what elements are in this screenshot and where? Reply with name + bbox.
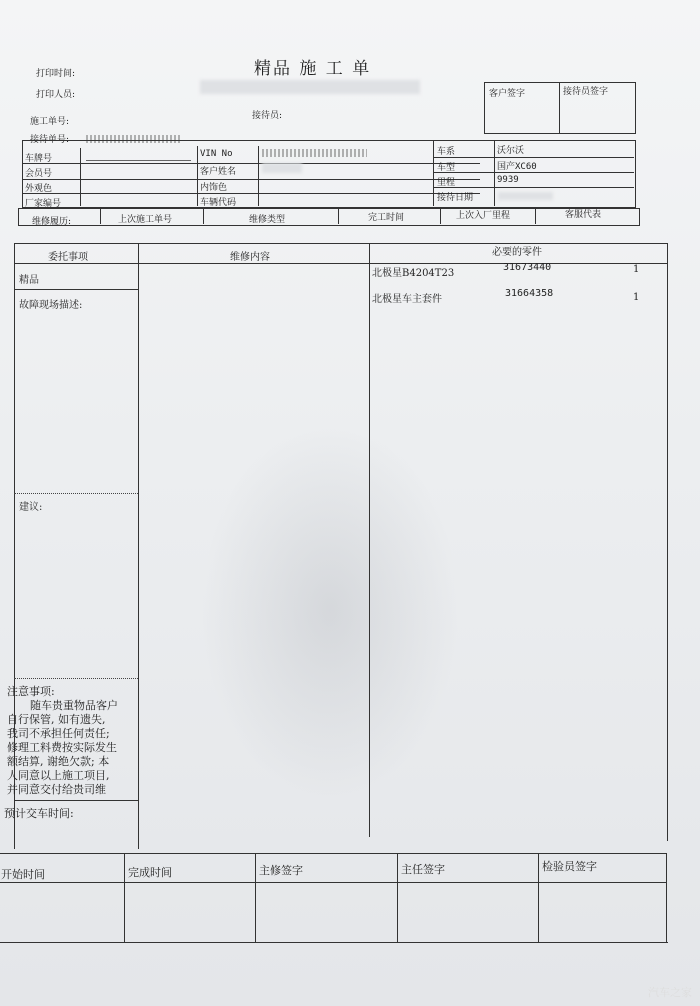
main-col-line-2 xyxy=(369,243,370,837)
advice-divider xyxy=(14,493,138,494)
receptionist-label: 接待员: xyxy=(252,111,283,121)
col-content-header: 维修内容 xyxy=(230,252,270,263)
vehicle-row-line xyxy=(22,163,480,164)
expected-delivery-label: 预计交车时间: xyxy=(4,807,74,820)
footer-start-time: 开始时间 xyxy=(1,868,45,881)
reception-date-label: 接待日期 xyxy=(437,193,474,203)
vehicle-row-line xyxy=(433,157,634,158)
notice-line: 并同意交付给贵司维 xyxy=(7,783,106,796)
footer-top xyxy=(0,853,666,854)
fault-label: 故障现场描述: xyxy=(19,300,83,311)
signature-divider xyxy=(559,82,560,133)
history-col-cs-rep: 客服代表 xyxy=(565,210,602,220)
vehicle-col-line xyxy=(258,146,259,206)
interior-label: 内饰色 xyxy=(200,183,228,193)
part-code: 31673440 xyxy=(503,262,552,273)
plate-label: 车牌号 xyxy=(25,154,53,164)
delivery-row-line xyxy=(14,800,138,801)
footer-finish-time: 完成时间 xyxy=(128,866,172,879)
col-parts-header: 必要的零件 xyxy=(492,247,542,258)
part-qty: 1 xyxy=(633,292,640,303)
notice-title: 注意事项: xyxy=(7,685,55,698)
history-col-line xyxy=(338,208,339,224)
history-label: 维修履历: xyxy=(32,217,72,227)
footer-col-line xyxy=(666,853,667,942)
work-order-no-label: 施工单号: xyxy=(30,117,70,127)
redacted-vin xyxy=(262,149,367,157)
history-row xyxy=(18,208,640,226)
document-title: 精品 施 工 单 xyxy=(254,59,372,79)
part-name: 北极星车主套件 xyxy=(372,294,442,305)
history-col-last-order: 上次施工单号 xyxy=(118,215,173,225)
footer-bottom xyxy=(0,942,668,943)
redacted-customer-name xyxy=(262,163,302,173)
notice-line: 修理工料费按实际发生 xyxy=(7,741,117,754)
model-label: 车型 xyxy=(437,163,456,173)
watermark-text: 汽车之家 xyxy=(648,986,692,999)
print-time-label: 打印时间: xyxy=(36,69,76,79)
mileage-value: 9939 xyxy=(497,175,519,185)
part-name: 北极星B4204T23 xyxy=(372,268,455,279)
commission-item: 精品 xyxy=(19,275,39,286)
history-col-line xyxy=(535,208,536,224)
vehicle-col-line xyxy=(197,146,198,206)
exterior-label: 外观色 xyxy=(25,184,53,194)
footer-col-line xyxy=(397,853,398,942)
vehicle-col-line xyxy=(80,148,81,206)
history-col-line xyxy=(203,208,204,224)
notice-line: 额结算, 谢绝欠款; 本 xyxy=(7,755,110,768)
customer-sign-label: 客户签字 xyxy=(489,89,526,99)
reception-no-label: 接待单号: xyxy=(30,135,70,145)
footer-col-line xyxy=(255,853,256,942)
vehicle-row-line xyxy=(433,172,634,173)
notice-divider xyxy=(14,678,138,679)
history-col-line xyxy=(440,208,441,224)
history-col-repair-type: 维修类型 xyxy=(249,215,286,225)
footer-col-line xyxy=(124,853,125,942)
notice-line: 随车贵重物品客户 xyxy=(30,699,118,712)
commission-row-line xyxy=(14,289,138,290)
series-label: 车系 xyxy=(437,147,456,157)
member-label: 会员号 xyxy=(25,169,53,179)
redacted-reception-date xyxy=(498,192,553,200)
vehicle-col-line xyxy=(433,140,434,206)
redacted-printer xyxy=(200,80,420,94)
main-table-right xyxy=(667,243,668,841)
plate-underline xyxy=(86,160,191,161)
col-commission-header: 委托事项 xyxy=(48,252,88,263)
part-qty: 1 xyxy=(633,264,640,275)
main-table-top xyxy=(14,243,668,244)
footer-mid xyxy=(0,882,667,883)
notice-line: 人同意以上施工项目, xyxy=(7,769,110,782)
receptionist-sign-label: 接待员签字 xyxy=(563,87,609,97)
vehicle-row-line xyxy=(433,187,634,188)
series-value: 沃尔沃 xyxy=(497,146,525,156)
main-table-header-bottom xyxy=(14,263,668,264)
factory-no-label: 厂家编号 xyxy=(25,199,62,209)
history-col-line xyxy=(100,208,101,224)
history-col-finish-time: 完工时间 xyxy=(368,213,405,223)
customer-name-label: 客户姓名 xyxy=(200,167,237,177)
footer-supervisor-sign: 主任签字 xyxy=(401,863,445,876)
advice-label: 建议: xyxy=(19,502,43,513)
notice-line: 我司不承担任何责任; xyxy=(7,727,110,740)
vehicle-row-line xyxy=(22,179,480,180)
history-col-last-mileage: 上次入厂里程 xyxy=(456,211,511,221)
mileage-label: 里程 xyxy=(437,178,456,188)
vehicle-col-line xyxy=(494,140,495,206)
main-col-line-1 xyxy=(138,243,139,849)
part-code: 31664358 xyxy=(505,288,554,299)
vehicle-row-line xyxy=(22,193,480,194)
footer-main-repair-sign: 主修签字 xyxy=(259,864,303,877)
notice-line: 自行保管, 如有遗失, xyxy=(7,713,106,726)
vehicle-code-label: 车辆代码 xyxy=(200,198,237,208)
vin-label: VIN No xyxy=(200,149,233,159)
model-value: 国产XC60 xyxy=(497,162,537,172)
footer-inspector-sign: 检验员签字 xyxy=(542,860,597,873)
photo-shadow xyxy=(200,420,460,800)
footer-col-line xyxy=(538,853,539,942)
printer-label: 打印人员: xyxy=(36,90,76,100)
